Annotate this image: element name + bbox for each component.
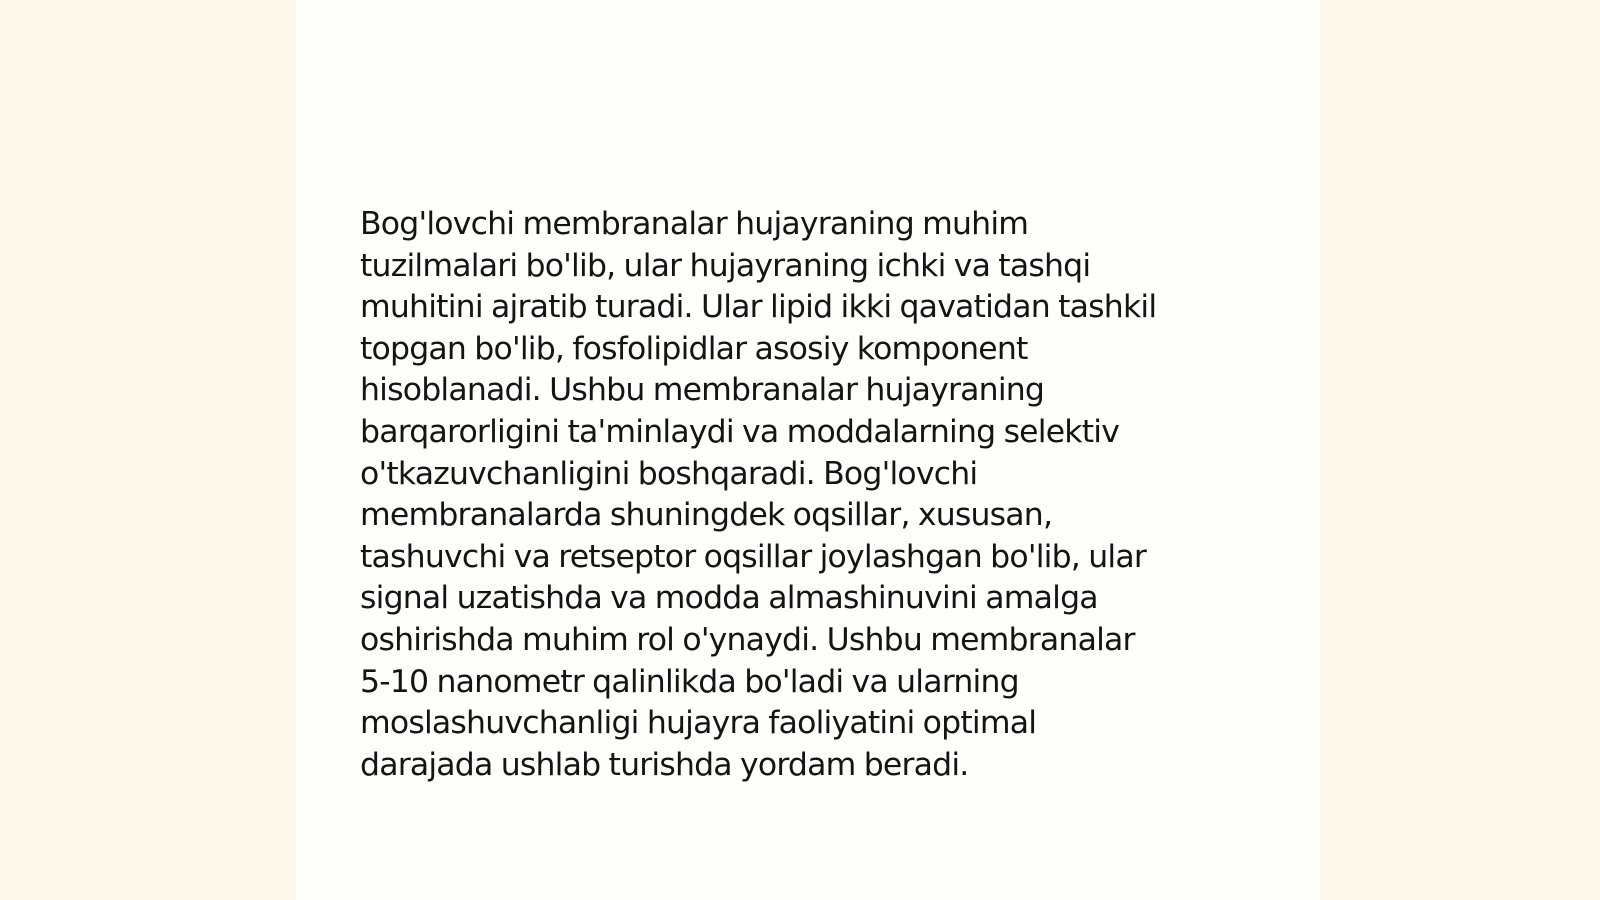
slide-panel [296, 0, 1320, 900]
paragraph-line: o'tkazuvchanligini boshqaradi. Bog'lovchi [360, 455, 978, 492]
paragraph-line: tuzilmalari bo'lib, ular hujayraning ichki va tashqi [360, 247, 1091, 284]
body-paragraph [360, 204, 1260, 786]
paragraph-line: membranalarda shuningdek oqsillar, xususan, [360, 497, 1053, 534]
paragraph-line: oshirishda muhim rol o'ynaydi. Ushbu membranalar [360, 621, 1135, 658]
paragraph-line: Bog'lovchi membranalar hujayraning muhim [360, 206, 1029, 242]
paragraph-line: muhitini ajratib turadi. Ular lipid ikki qavatidan tashkil [360, 289, 1157, 326]
paragraph-line: tashuvchi va retseptor oqsillar joylashgan bo'lib, ular [360, 538, 1146, 575]
paragraph-line: moslashuvchanligi hujayra faoliyatini optimal [360, 705, 1037, 742]
paragraph-line: hisoblanadi. Ushbu membranalar hujayraning [360, 372, 1045, 409]
paragraph-line: barqarorligini ta'minlaydi va moddalarning selektiv [360, 413, 1120, 450]
paragraph-line: topgan bo'lib, fosfolipidlar asosiy komponent [360, 330, 1028, 367]
paragraph-line: 5-10 nanometr qalinlikda bo'ladi va ularning [360, 663, 1019, 700]
paragraph-line: darajada ushlab turishda yordam beradi. [360, 746, 969, 783]
paragraph-line: signal uzatishda va modda almashinuvini amalga [360, 580, 1098, 617]
